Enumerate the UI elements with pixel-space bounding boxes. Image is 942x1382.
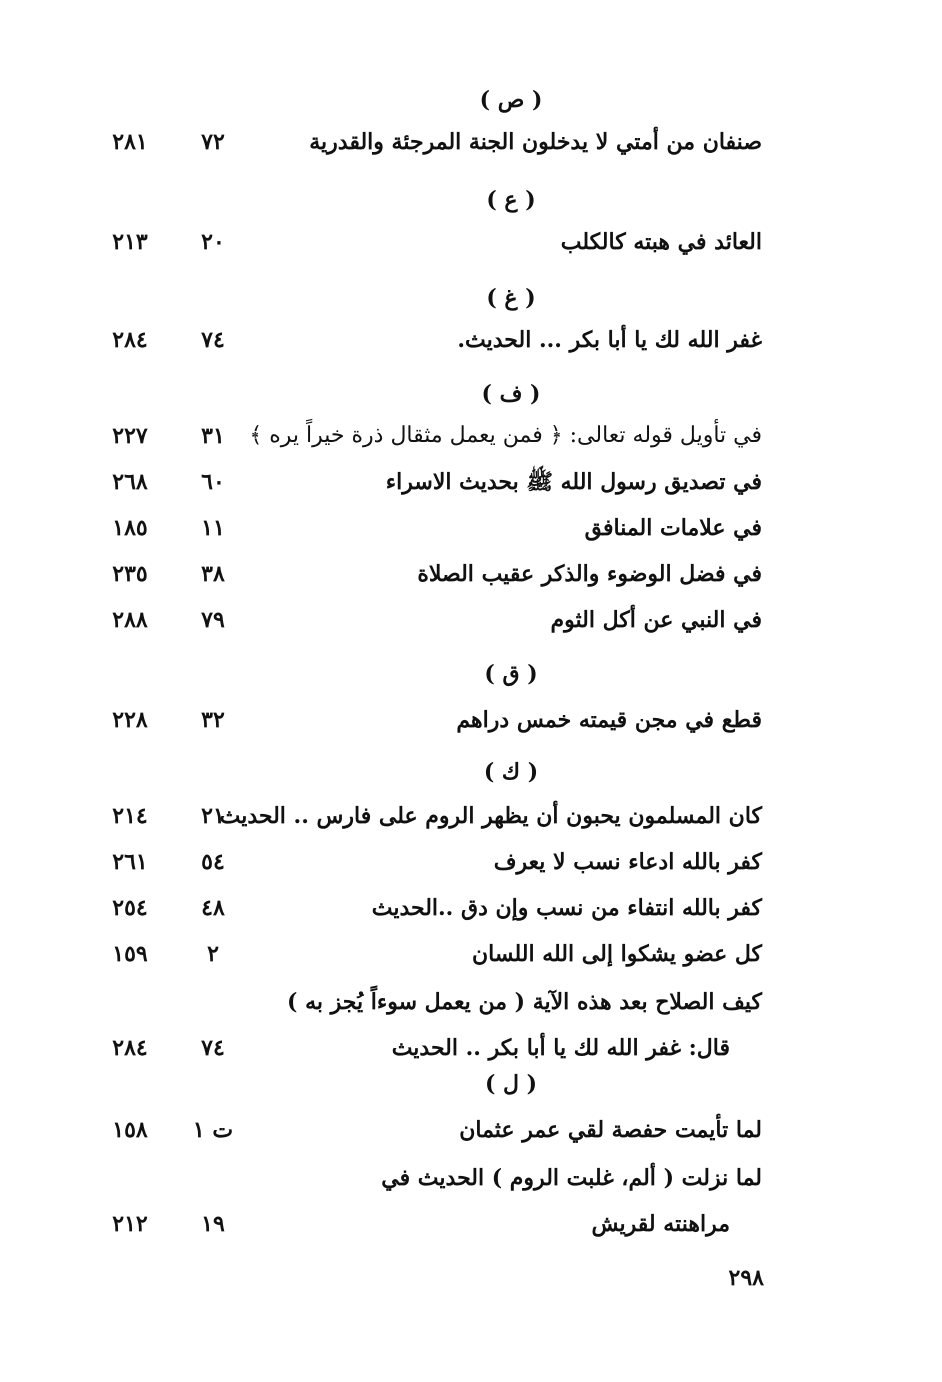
page-ref: ٢٨٤ <box>112 327 148 353</box>
hadith-number: ١٩ <box>201 1211 225 1237</box>
index-entry <box>0 222 942 262</box>
section-heading-ain: ( ع ) <box>486 187 536 213</box>
hadith-number: ٥٤ <box>201 849 225 875</box>
entry-text: كل عضو يشكوا إلى الله اللسان <box>471 941 762 967</box>
entry-text: صنفان من أمتي لا يدخلون الجنة المرجئة والقدرية <box>309 129 762 155</box>
index-entry <box>0 320 942 360</box>
index-entry <box>0 888 942 928</box>
entry-text: لما نزلت ( ألم، غلبت الروم ) الحديث في <box>381 1165 762 1191</box>
hadith-number: ت ١ <box>192 1117 234 1143</box>
entry-text: غفر الله لك يا أبا بكر ... الحديث. <box>457 327 762 353</box>
entry-text: العائد في هبته كالكلب <box>560 229 762 255</box>
page-ref: ٢١٣ <box>112 229 148 255</box>
index-entry <box>0 462 942 502</box>
entry-text: كفر بالله انتفاء من نسب وإن دق ..الحديث <box>371 895 762 921</box>
entry-text: في تصديق رسول الله ﷺ بحديث الاسراء <box>385 469 762 495</box>
index-entry <box>0 1110 942 1150</box>
index-entry <box>0 508 942 548</box>
index-entry <box>0 842 942 882</box>
index-entry <box>0 600 942 640</box>
section-heading-qaf: ( ق ) <box>484 661 538 687</box>
hadith-number: ٢١ <box>201 803 225 829</box>
index-entry <box>0 416 942 456</box>
index-entry <box>0 1028 942 1068</box>
index-entry <box>0 1158 942 1198</box>
hadith-number: ٤٨ <box>201 895 225 921</box>
hadith-number: ٣١ <box>201 423 225 449</box>
entry-text: في تأويل قوله تعالى: ﴿ فمن يعمل مثقال ذرة خيراً يره ﴾ <box>249 423 762 448</box>
entry-text: قطع في مجن قيمته خمس دراهم <box>456 707 762 733</box>
hadith-number: ٧٢ <box>201 129 225 155</box>
page-ref: ١٥٨ <box>112 1117 148 1143</box>
entry-text: كان المسلمون يحبون أن يظهر الروم على فارس .. الحديث <box>219 803 762 829</box>
section-heading-fa: ( ف ) <box>481 381 541 407</box>
hadith-number: ٣٢ <box>201 707 225 733</box>
page-ref: ٢١٢ <box>112 1211 148 1237</box>
page-ref: ٢٦١ <box>112 849 148 875</box>
entry-text: مراهنته لقريش <box>591 1211 730 1237</box>
hadith-number: ٧٤ <box>201 1035 225 1061</box>
page-ref: ٢٢٨ <box>112 707 148 733</box>
page-ref: ٢٨٨ <box>112 607 148 633</box>
hadith-number: ٣٨ <box>201 561 225 587</box>
index-entry <box>0 934 942 974</box>
page-ref: ٢٦٨ <box>112 469 148 495</box>
page-ref: ٢٣٥ <box>112 561 148 587</box>
page-number: ٢٩٨ <box>728 1265 764 1291</box>
hadith-number: ٧٤ <box>201 327 225 353</box>
hadith-number: ١١ <box>201 515 225 541</box>
page-ref: ٢١٤ <box>112 803 148 829</box>
hadith-number: ٢٠ <box>201 229 225 255</box>
hadith-number: ٢ <box>207 941 219 967</box>
hadith-number: ٦٠ <box>201 469 225 495</box>
entry-text: في النبي عن أكل الثوم <box>550 607 762 633</box>
index-entry <box>0 700 942 740</box>
hadith-number: ٧٩ <box>201 607 225 633</box>
index-entry <box>0 554 942 594</box>
page-ref: ٢٨٤ <box>112 1035 148 1061</box>
section-heading-lam: ( ل ) <box>484 1071 538 1097</box>
entry-text: كيف الصلاح بعد هذه الآية ( من يعمل سوءاً يُجز به ) <box>287 989 762 1015</box>
entry-text: في علامات المنافق <box>584 515 762 541</box>
page-ref: ٢٥٤ <box>112 895 148 921</box>
entry-text: لما تأيمت حفصة لقي عمر عثمان <box>459 1117 762 1143</box>
entry-text: كفر بالله ادعاء نسب لا يعرف <box>493 849 762 875</box>
page-ref: ٢٢٧ <box>112 423 148 449</box>
section-heading-ghain: ( غ ) <box>486 285 536 311</box>
index-entry <box>0 1204 942 1244</box>
index-entry <box>0 796 942 836</box>
page-ref: ٢٨١ <box>112 129 148 155</box>
entry-text: قال: غفر الله لك يا أبا بكر .. الحديث <box>391 1035 730 1061</box>
section-heading-sad: ( ص ) <box>479 87 543 113</box>
section-heading-kaf: ( ك ) <box>483 759 539 785</box>
entry-text: في فضل الوضوء والذكر عقيب الصلاة <box>417 561 762 587</box>
page-ref: ١٥٩ <box>112 941 148 967</box>
page-ref: ١٨٥ <box>112 515 148 541</box>
index-entry <box>0 982 942 1022</box>
index-entry <box>0 122 942 162</box>
